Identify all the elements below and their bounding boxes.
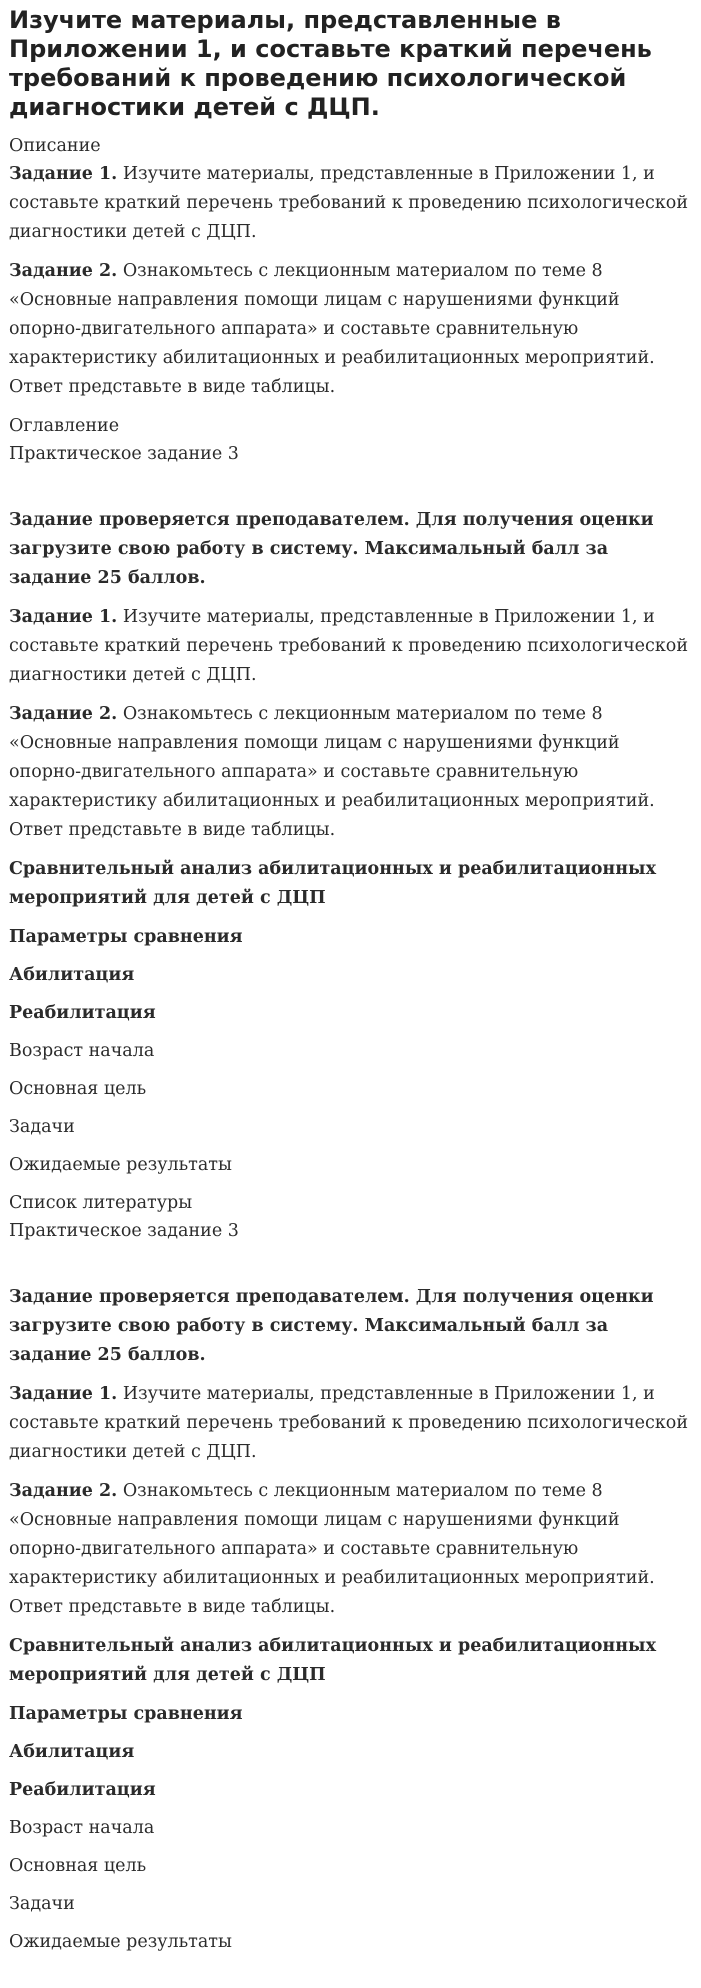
table-row-label: Задачи xyxy=(9,1117,75,1137)
task2-paragraph xyxy=(9,1477,692,1622)
table-row-label: Основная цель xyxy=(9,1079,147,1099)
task2-text: Ознакомьтесь с лекционным материалом по теме 8 «Основные направления помощи лицам с нарушениями функций опорно-двигательного аппарата» и составьте сравнительную характеристику абилитационных и реабилитационных мероприятий. Ответ представьте в виде таблицы. xyxy=(9,1481,655,1617)
task1-text: Изучите материалы, представленные в Приложении 1, и составьте краткий перечень требований к проведению психологической диагностики детей с ДЦП. xyxy=(9,164,688,242)
table-header: Параметры сравнения xyxy=(9,1704,243,1724)
table-header: Абилитация xyxy=(9,965,135,985)
table-header: Абилитация xyxy=(9,1742,135,1762)
page-title: Изучите материалы, представленные в Приложении 1, и составьте краткий перечень требований к проведению психологической диагностики детей с ДЦП. xyxy=(9,6,652,121)
toc-label: Оглавление xyxy=(9,416,120,436)
check-note: Задание проверяется преподавателем. Для получения оценки загрузите свою работу в систему. Максимальный балл за задание 25 баллов. xyxy=(9,510,654,588)
practical-label: Практическое задание 3 xyxy=(9,444,239,464)
task1-label: Задание 1. xyxy=(9,607,118,627)
check-note: Задание проверяется преподавателем. Для получения оценки загрузите свою работу в систему. Максимальный балл за задание 25 баллов. xyxy=(9,1287,654,1365)
table-header: Реабилитация xyxy=(9,1780,156,1800)
table-row-label: Возраст начала xyxy=(9,1818,155,1838)
references-label: Список литературы xyxy=(9,1193,193,1213)
comparison-title: Сравнительный анализ абилитационных и реабилитационных мероприятий для детей с ДЦП xyxy=(9,859,657,908)
task2-text: Ознакомьтесь с лекционным материалом по теме 8 «Основные направления помощи лицам с нарушениями функций опорно-двигательного аппарата» и составьте сравнительную характеристику абилитационных и реабилитационных мероприятий. Ответ представьте в виде таблицы. xyxy=(9,704,655,840)
description-label: Описание xyxy=(9,136,101,156)
task1-paragraph xyxy=(9,603,692,690)
table-header: Параметры сравнения xyxy=(9,927,243,947)
table-row-label: Ожидаемые результаты xyxy=(9,1932,232,1952)
task2-label: Задание 2. xyxy=(9,704,118,724)
table-row-label: Ожидаемые результаты xyxy=(9,1155,232,1175)
task2-paragraph xyxy=(9,700,692,845)
table-row-label: Задачи xyxy=(9,1894,75,1914)
task1-text: Изучите материалы, представленные в Приложении 1, и составьте краткий перечень требований к проведению психологической диагностики детей с ДЦП. xyxy=(9,607,688,685)
task2-label: Задание 2. xyxy=(9,1481,118,1501)
task2-label: Задание 2. xyxy=(9,261,118,281)
table-row-label: Возраст начала xyxy=(9,1041,155,1061)
task1-paragraph xyxy=(9,1380,692,1467)
task1-text: Изучите материалы, представленные в Приложении 1, и составьте краткий перечень требований к проведению психологической диагностики детей с ДЦП. xyxy=(9,1384,688,1462)
task1-label: Задание 1. xyxy=(9,1384,118,1404)
practical-label: Практическое задание 3 xyxy=(9,1221,239,1241)
table-row-label: Основная цель xyxy=(9,1856,147,1876)
task2-paragraph xyxy=(9,257,692,402)
table-header: Реабилитация xyxy=(9,1003,156,1023)
task1-label: Задание 1. xyxy=(9,164,118,184)
comparison-title: Сравнительный анализ абилитационных и реабилитационных мероприятий для детей с ДЦП xyxy=(9,1636,657,1685)
task2-text: Ознакомьтесь с лекционным материалом по теме 8 «Основные направления помощи лицам с нарушениями функций опорно-двигательного аппарата» и составьте сравнительную характеристику абилитационных и реабилитационных мероприятий. Ответ представьте в виде таблицы. xyxy=(9,261,655,397)
task1-paragraph xyxy=(9,160,692,247)
